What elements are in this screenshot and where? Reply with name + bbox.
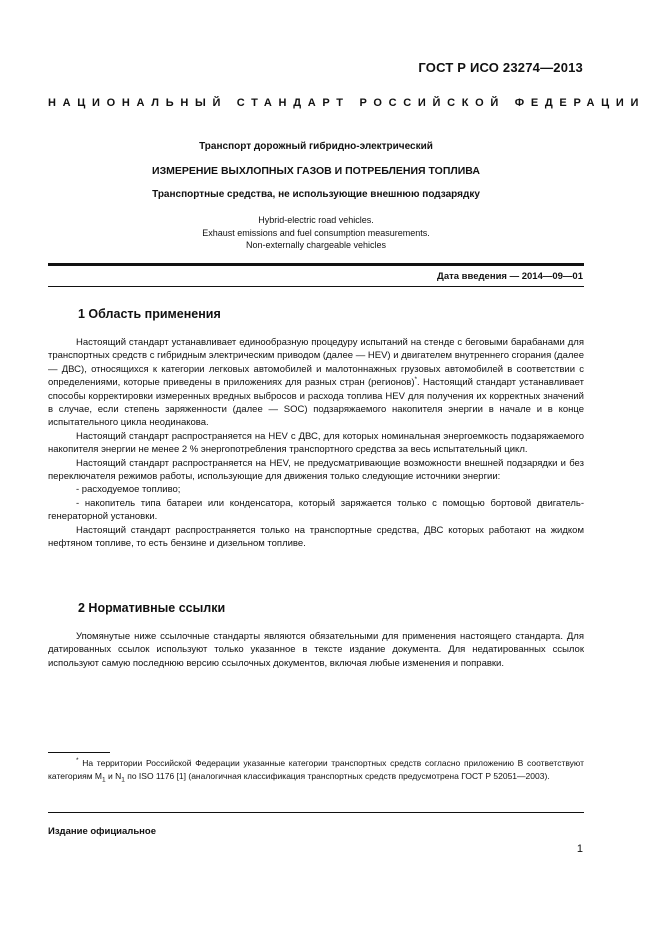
footnote-divider <box>48 752 110 753</box>
paragraph: Настоящий стандарт распространяется на HEV с ДВС, для которых номинальная энергоемкость подзаряжаемого накопителя энергии не менее 2 % энергопотребления транспортного средства за весь испытательный цикл. <box>48 430 584 456</box>
subscript: 1 <box>101 776 106 784</box>
footer-divider <box>48 812 584 813</box>
thin-divider <box>48 286 584 287</box>
footnote-segment: по ISO 1176 [1] (аналогичная классификация транспортных средств предусмотрена ГОСТ Р 52051—2003). <box>124 770 550 781</box>
title-subtitle: Транспорт дорожный гибридно-электрический <box>199 141 433 152</box>
list-item: - расходуемое топливо; <box>76 484 181 496</box>
section-body-scope <box>48 336 584 551</box>
paragraph: Настоящий стандарт распространяется только на транспортные средства, ДВС которых работают на жидком нефтяном топливе, то есть бензине и дизельном топливе. <box>48 524 584 550</box>
title-main: ИЗМЕРЕНИЕ ВЫХЛОПНЫХ ГАЗОВ И ПОТРЕБЛЕНИЯ ТОПЛИВА <box>152 165 480 177</box>
section-heading-scope: 1 Область применения <box>78 307 221 321</box>
paragraph-text: Настоящий стандарт устанавливает единообразную процедуру испытаний на стенде с беговыми барабанами для транспортных средств с гибридным электрическим приводом (далее — HEV) и двигателем внутреннего сгорания (далее — ДВС), относящихся к категории легковых автомобилей и малотоннажных грузовых автомобилей в соответствии с определениями, которые приведены в приложениях для разных стран (регионов) <box>48 337 584 389</box>
footnote <box>48 757 584 782</box>
list-item: - накопитель типа батареи или конденсатора, который заряжается только с помощью бортовой двигатель-генераторной установки. <box>48 497 584 523</box>
english-title-line: Hybrid-electric road vehicles. <box>258 215 374 225</box>
paragraph: Упомянутые ниже ссылочные стандарты являются обязательными для применения настоящего стандарта. Для датированных ссылок используют только указанное в тексте издание документа. Для недатированных ссылок используют самую последнюю версию ссылочных документов, включая любые изменения и поправки. <box>48 631 584 669</box>
national-standard-banner: НАЦИОНАЛЬНЫЙ СТАНДАРТ РОССИЙСКОЙ ФЕДЕРАЦИИ <box>48 97 646 109</box>
footnote-mark: * <box>76 757 79 765</box>
english-title-line: Exhaust emissions and fuel consumption measurements. <box>202 227 430 238</box>
title-scope: Транспортные средства, не использующие внешнюю подзарядку <box>152 189 480 200</box>
edition-label: Издание официальное <box>48 826 156 837</box>
footnote-text <box>48 757 584 782</box>
page-number: 1 <box>576 843 583 855</box>
footnote-segment: На территории Российской Федерации указанные категории транспортных средств согласно приложению В соответствуют категориям M <box>48 758 584 781</box>
section-body-references <box>48 630 584 670</box>
footnote-segment: и N <box>105 770 122 781</box>
paragraph: Настоящий стандарт распространяется на HEV, не предусматривающие возможности внешней подзарядки и без переключателя режимов работы, использующие для движения только следующие источники энергии: <box>48 457 584 483</box>
thick-divider <box>48 263 584 266</box>
english-title-line: Non-externally chargeable vehicles <box>245 240 387 250</box>
introduction-date: Дата введения — 2014—09—01 <box>437 271 583 282</box>
english-title <box>48 214 584 252</box>
paragraph-text: . Настоящий стандарт устанавливает способы корректировки измеренных вредных выбросов и расхода топлива HEV для получения их корректных значений в случае, если степень заряженности (далее — SOC) подзаряжаемого накопителя энергии в начале и в конце испытательного цикла неодинакова. <box>48 377 584 429</box>
section-heading-references: 2 Нормативные ссылки <box>78 601 226 615</box>
footnote-reference[interactable]: * <box>414 376 418 384</box>
paragraph <box>48 336 584 430</box>
subscript: 1 <box>121 776 125 784</box>
document-number: ГОСТ Р ИСО 23274—2013 <box>418 60 583 75</box>
